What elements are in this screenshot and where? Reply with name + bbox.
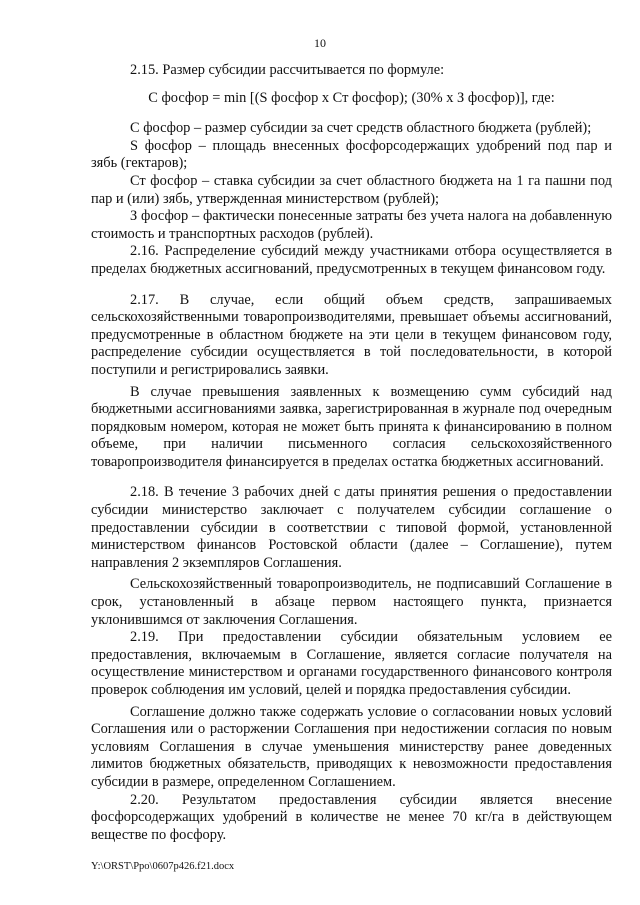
paragraph-2-15: 2.15. Размер субсидии рассчитывается по формуле: bbox=[130, 62, 445, 78]
paragraph-2-16: 2.16. Распределение субсидий между участниками отбора осуществляется в пределах бюджетных ассигнований, предусмотренных в текущем финансовом году. bbox=[91, 243, 612, 277]
paragraph-2-19-b: Соглашение должно также содержать условие о согласовании новых условий Соглашения или о расторжении Соглашения при недостижении согласия по новым условиям Соглашения в случае уменьшения министерству ранее доведенных лимитов бюджетных обязательств, приводящих к невозможности предоставления субсидии в размере, определенном Соглашением. bbox=[91, 703, 612, 790]
page-number: 10 bbox=[314, 36, 326, 50]
paragraph-2-20: 2.20. Результатом предоставления субсидии является внесение фосфорсодержащих удобрений в количестве не менее 70 кг/га в действующем веществе по фосфору. bbox=[91, 791, 612, 843]
paragraph-2-17: 2.17. В случае, если общий объем средств, запрашиваемых сельскохозяйственными товаропроизводителями, превышает объемы ассигнований, предусмотренные в областном бюджете на эти цели в текущем финансовом году, распределение субсидии осуществляется в той последовательности, в которой поступили и регистрировались заявки. bbox=[91, 291, 612, 378]
paragraph-2-19: 2.19. При предоставлении субсидии обязательным условием ее предоставления, включаемым в Соглашение, является согласие получателя на осуществление министерством и органами государственного финансового контроля проверок соблюдения им условий, целей и порядка предоставления субсидии. bbox=[91, 629, 612, 698]
formula-def-st: Ст фосфор – ставка субсидии за счет областного бюджета на 1 га пашни под пар и (или) зябь, утвержденная министерством (рублей); bbox=[91, 172, 612, 207]
paragraph-2-18-b: Сельскохозяйственный товаропроизводитель, не подписавший Соглашение в срок, установленный в абзаце первом настоящего пункта, признается уклонившимся от заключения Соглашения. bbox=[91, 576, 612, 628]
paragraph-2-18: 2.18. В течение 3 рабочих дней с даты принятия решения о предоставлении субсидии министерство заключает с получателем субсидии соглашение о предоставлении субсидии в соответствии с типовой формой, установленной министерством финансов Ростовской области (далее – Соглашение), путем направления 2 экземпляров Соглашения. bbox=[91, 484, 612, 571]
formula-def-z: З фосфор – фактически понесенные затраты без учета налога на добавленную стоимость и транспортных расходов (рублей). bbox=[91, 208, 612, 242]
subsidy-formula: С фосфор = min [(S фосфор x Ст фосфор); (30% x З фосфор)], где: bbox=[148, 89, 555, 106]
footer-file-path: Y:\ORST\Ppo\0607p426.f21.docx bbox=[91, 861, 235, 872]
document-body bbox=[91, 62, 612, 844]
paragraph-2-17-b: В случае превышения заявленных к возмещению сумм субсидий над бюджетными ассигнованиями заявка, зарегистрированная в журнале под очередным порядковым номером, которая не может быть принята к финансированию в полном объеме, при наличии письменного согласия сельскохозяйственного товаропроизводителя финансируется в пределах остатка бюджетных ассигнований. bbox=[91, 383, 612, 470]
formula-def-c: С фосфор – размер субсидии за счет средств областного бюджета (рублей); bbox=[130, 120, 592, 137]
formula-def-s: S фосфор – площадь внесенных фосфорсодержащих удобрений под пар и зябь (гектаров); bbox=[91, 137, 612, 172]
